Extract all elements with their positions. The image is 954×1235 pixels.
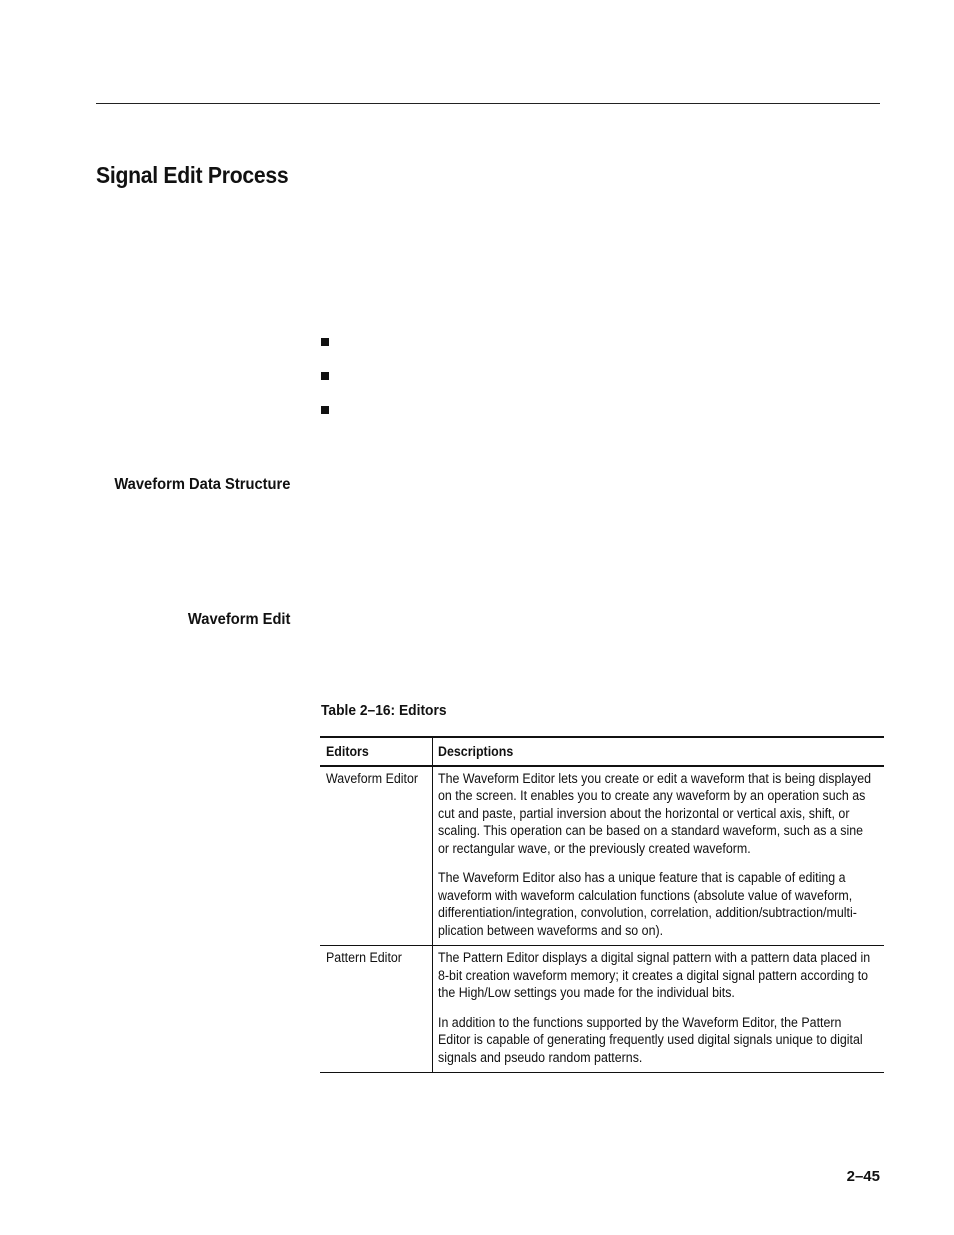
table-header-row [320, 737, 884, 766]
table-row [320, 946, 884, 1073]
description-paragraph: In addition to the functions supported by the Waveform Editor, the Pattern Editor is capable of generating frequently used digital signals unique to digital signals and pseudo random patterns. [438, 1014, 863, 1065]
bullet-marker-1 [321, 338, 329, 346]
column-header-descriptions: Descriptions [433, 737, 885, 766]
editors-table [320, 736, 884, 1073]
editor-description-cell [433, 766, 885, 946]
editor-name: Waveform Editor [326, 770, 419, 786]
bullet-list [321, 338, 329, 440]
editor-description-cell [433, 946, 885, 1073]
heading-waveform-data-structure: Waveform Data Structure [113, 476, 290, 493]
editor-name: Pattern Editor [326, 950, 402, 965]
column-header-editors: Editors [326, 744, 369, 759]
description-paragraph: The Pattern Editor displays a digital signal pattern with a pattern data placed in 8-bit creation waveform memory; it creates a digital signal pattern according to the High/Low settings you made for the individual bits. [438, 950, 871, 1000]
header-rule [96, 103, 880, 104]
table-caption: Table 2–16: Editors [321, 702, 447, 719]
section-title: Signal Edit Process [96, 162, 289, 188]
description-paragraph: The Waveform Editor also has a unique feature that is capable of editing a waveform with waveform calculation functions (absolute value of waveform, differentiation/integration, convolution, correlation, addition/subtraction/multi-plication between waveforms and so on). [438, 870, 857, 938]
heading-waveform-edit: Waveform Edit [187, 611, 290, 628]
page-number: 2–45 [846, 1168, 880, 1185]
editor-name-cell [320, 766, 433, 946]
editor-name-cell [320, 946, 433, 1073]
description-paragraph: The Waveform Editor lets you create or edit a waveform that is being displayed on the screen. It enables you to create any waveform by an operation such as cut and paste, partial inversion about the horizontal or vertical axis, shift, or scaling. This operation can be based on a standard waveform, such as a sine or rectangular wave, or the previously created waveform. [438, 770, 872, 856]
bullet-marker-3 [321, 406, 329, 414]
bullet-marker-2 [321, 372, 329, 380]
table-row [320, 766, 884, 946]
